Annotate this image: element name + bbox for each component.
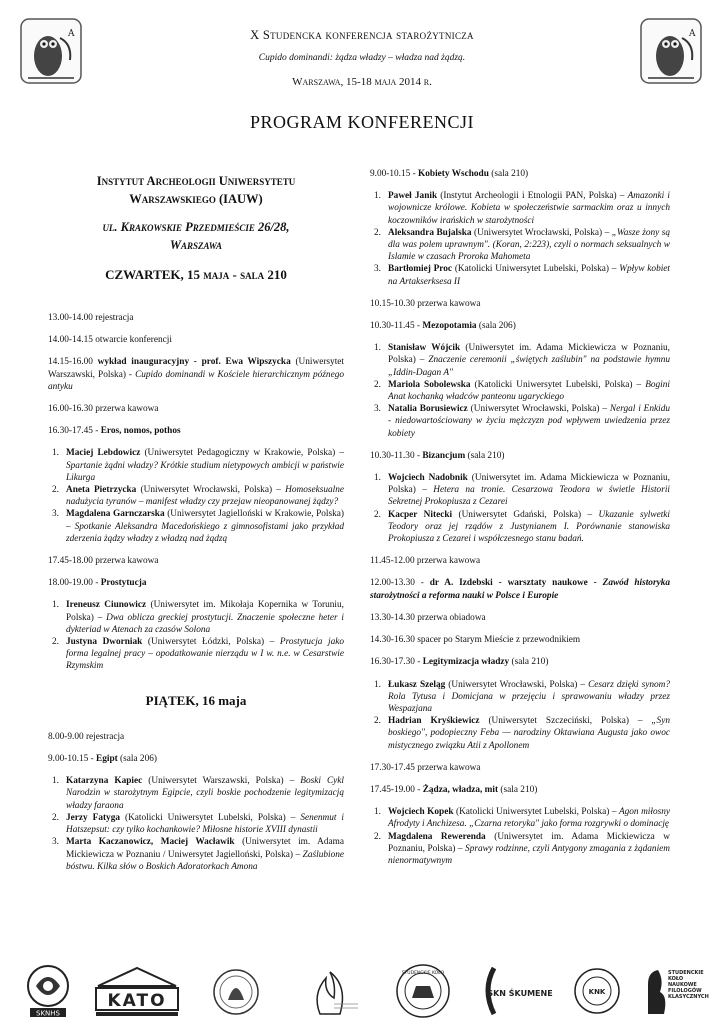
talk-list [48,599,344,672]
day-heading-friday: PIĄTEK, 16 maja [145,692,247,708]
session-eros: 16.30-17.45 - Eros, nomos, pothos [48,426,181,437]
skn-ekumene-logo [480,962,553,1020]
venue-line-2: Warszawskiego (IAUW) [129,192,263,206]
talk-item: 2. Justyna Dworniak (Uniwersytet Łódzki, Polska) – Prostytucja jako forma legalnej pracy – opodatkowanie nierządu w I w. n.e. w Cesarstwie Rzymskim [52,637,344,672]
talk-item: 3. Bartłomiej Proc (Katolicki Uniwersytet Lubelski, Polska) – Wpływ kobiet na Artakserksesa II [374,264,671,287]
talk-item: 2. Hadrian Kryśkiewicz (Uniwersytet Szczeciński, Polska) – „Syn boskiego", podopieczny Feba — narodziny Oktawiana Augusta jako owoc mistycznego związku Atii z Apollonem [374,716,670,751]
talk-item: 2. Mariola Sobolewska (Katolicki Uniwersytet Lubelski, Polska) – Bogini Anat kochanką władców panteonu ugaryckiego [374,379,670,403]
svg-text:Α: Α [689,29,696,39]
slot-walk: 14.30-16.30 spacer po Starym Mieście z przewodnikiem [370,635,581,646]
session-prostitution: 18.00-19.00 - Prostytucja [48,578,147,589]
day-heading-thursday: CZWARTEK, 15 maja - sala 210 [105,267,287,282]
talk-list [370,472,670,545]
slot-keynote: 14.15-16.00 wykład inauguracyjny - prof. Ewa Wipszycka (Uniwersytet Warszawski, Polska) - Cupido dominandi w Kościele hierarchicznym późnego antyku [48,357,344,392]
talk-item: 3. Marta Kaczanowicz, Maciej Wacławik (Uniwersytet im. Adama Mickiewicza w Poznaniu / Uniwersytet Jagielloński, Polska) – Zaślubione bóstwu. Kilka słów o Boskich Adoratorkach Amona [52,837,345,872]
talk-item: 1. Maciej Lebdowicz (Uniwersytet Pedagogiczny w Krakowie, Polska) – Spartanie żądni władzy? Krótkie studium nietypowych ambicji w państwie Likurga [52,448,344,483]
slot-coffee-1: 16.00-16.30 przerwa kawowa [48,404,159,415]
talk-list [370,190,670,288]
talk-item: 1. Stanisław Wójcik (Uniwersytet im. Adama Mickiewicza w Poznaniu, Polska) – Znaczenie ceremonii „świętych zaślubin" na podstawie hymnu „Iddin-Dagan A" [374,343,670,378]
session-women-east: 9.00-10.15 - Kobiety Wschodu (sala 210) [370,169,529,179]
session-legitimacy: 16.30-17.30 - Legitymizacja władzy (sala 210) [370,657,549,668]
talk-item: 2. Jerzy Fatyga (Katolicki Uniwersytet Lubelski, Polska) – Senenmut i Hatszepsut: czy tylko kochankowie? Miłosne historie XVIII dynastii [52,812,344,836]
venue-line-4: Warszawa [169,238,223,252]
session-egypt: 9.00-10.15 - Egipt (sala 206) [48,754,157,765]
left-column [48,172,344,873]
slot-lunch: 13.30-14.30 przerwa obiadowa [370,612,486,623]
slot-opening: 14.00-14.15 otwarcie konferencji [48,335,172,346]
slot-coffee-4: 11.45-12.00 przerwa kawowa [370,556,481,567]
slot-registration-friday: 8.00-9.00 rejestracja [48,731,125,742]
talk-item: 2. Kacper Nitecki (Uniwersytet Gdański, Polska) – Ukazanie sylwetki Teodory oraz jej rządów z Justynianem I. Porównanie stanowiska Prokopiusza z Cezarei i współczesnego stanu badań. [374,509,670,545]
talk-item: 1. Łukasz Szeląg (Uniwersytet Wrocławski, Polska) – Cesarz dzięki synom? Rola Tytusa i Domicjana w przejęciu i sprawowaniu władzy przez Wespazjana [374,679,670,714]
slot-coffee-5: 17.30-17.45 przerwa kawowa [370,762,481,773]
student-circle-logo [394,962,452,1020]
kato-label: KATO [107,991,167,1011]
svg-text:Α: Α [68,29,75,39]
venue-line-1: Instytut Archeologii Uniwersytetu [96,174,296,188]
sknhs-label: SKNHS [36,1009,60,1018]
talk-list [48,447,344,545]
slot-coffee-2: 17.45-18.00 przerwa kawowa [48,556,159,567]
slot-registration: 13.00-14.00 rejestracja [48,313,134,323]
sknhs-logo [22,962,74,1020]
slot-coffee-3: 10.15-10.30 przerwa kawowa [370,298,481,309]
talk-list [370,342,670,440]
conference-name: X Studencka konferencja starożytnicza [250,28,474,42]
talk-item: 1. Wojciech Nadobnik (Uniwersytet im. Adama Mickiewicza w Poznaniu, Polska) – Hetera na tronie. Cesarzowa Teodora w świetle Historii Sekretnej Prokopiusza z Cezarei [374,473,670,508]
sknfk-label: STUDENCKIE KOŁO NAUKOWE FILOLOGÓW KLASYCZNYCH [668,970,709,1000]
session-workshop: 12.00-13.30 - dr A. Izdebski - warsztaty naukowe - Zawód historyka starożytności a reforma nauki w Polsce i Europie [370,578,670,601]
kato-logo [92,962,182,1020]
conference-motto: Cupido dominandi: żądza władzy – władza nad żądzą. [258,53,466,63]
talk-list [370,806,670,867]
venue-line-3: ul. Krakowskie Przedmieście 26/28, [102,220,290,234]
skn-ekumene-label: SKN ŚKUMENE [487,989,553,998]
talk-item: 2. Aneta Pietrzycka (Uniwersytet Wrocławski, Polska) – Homoseksualne nadużycia tyranów – manifest władzy czy przejaw nieopanowanej żądzy? [52,485,344,508]
session-mesopotamia: 10.30-11.45 - Mezopotamia (sala 206) [370,321,516,332]
circle-emblem-logo [208,962,264,1020]
session-byzantium: 10.30-11.30 - Bizancjum (sala 210) [370,450,505,461]
session-desire-power-myth: 17.45-19.00 - Żądza, władza, mit (sala 210) [370,784,538,795]
talk-item: 1. Paweł Janik (Instytut Archeologii i Etnologii PAN, Polska) – Amazonki i wojownicze królowe. Kobieta w społeczeństwie sarmackim oraz u innych koczowników irańskich w starożytności [374,191,670,226]
knk-label: KNK [588,988,606,996]
sknfk-logo [640,962,710,1020]
venue-block [48,172,344,284]
talk-list [370,679,670,752]
talk-item: 1. Ireneusz Ciunowicz (Uniwersytet im. Mikołaja Kopernika w Toruniu, Polska) – Dwa oblicza greckiej prostytucji. Znaczenie społeczne heter i dykteriad w Atenach za czasów Solona [52,600,344,635]
talk-list [48,775,344,873]
talk-item: 2. Aleksandra Bujalska (Uniwersytet Wrocławski, Polska) – „Wasze żony są dla was polem uprawnym". (Koran, 2:223), czyli o normach seksualnych w Islamie w czasach Proroka Mahometa [374,227,670,263]
talk-item: 1. Wojciech Kopek (Katolicki Uniwersytet Lubelski, Polska) – Agon miłosny Afrodyty i Anchizesa. „Czarna retoryka" jako forma rozgrywki o dominację [374,807,670,830]
talk-item: 3. Natalia Borusiewicz (Uniwersytet Wrocławski, Polska) – Nergal i Enkidu - niedowartościowany w życiu mężczyzn pod wpływem uwiedzenia przez kobiety [374,404,671,439]
student-circle-label: STUDENCKIE KOŁO [401,971,445,976]
page-title: PROGRAM KONFERENCJI [249,112,475,132]
talk-item: 3. Magdalena Garnczarska (Uniwersytet Jagielloński w Krakowie, Polska) – Spotkanie Aleksandra Macedońskiego z gimnosofistami jako przykład zderzenia żądzy władzy z władzą nad żądzą [52,509,344,544]
knk-logo [572,962,622,1020]
flame-logo [300,962,360,1020]
right-column [370,168,670,867]
talk-item: 2. Magdalena Rewerenda (Uniwersytet im. Adama Mickiewicza w Poznaniu, Polska) – Sprawy rodzinne, czyli Antygony zmagania z żądaniem nienormatywnym [374,831,671,866]
conference-dates: Warszawa, 15-18 maja 2014 r. [292,76,432,88]
talk-item: 1. Katarzyna Kapiec (Uniwersytet Warszawski, Polska) – Boski Cykl Narodzin w starożytnym Egipcie, czyli boskie pochodzenie legitymizacją władzy faraona [52,776,344,811]
